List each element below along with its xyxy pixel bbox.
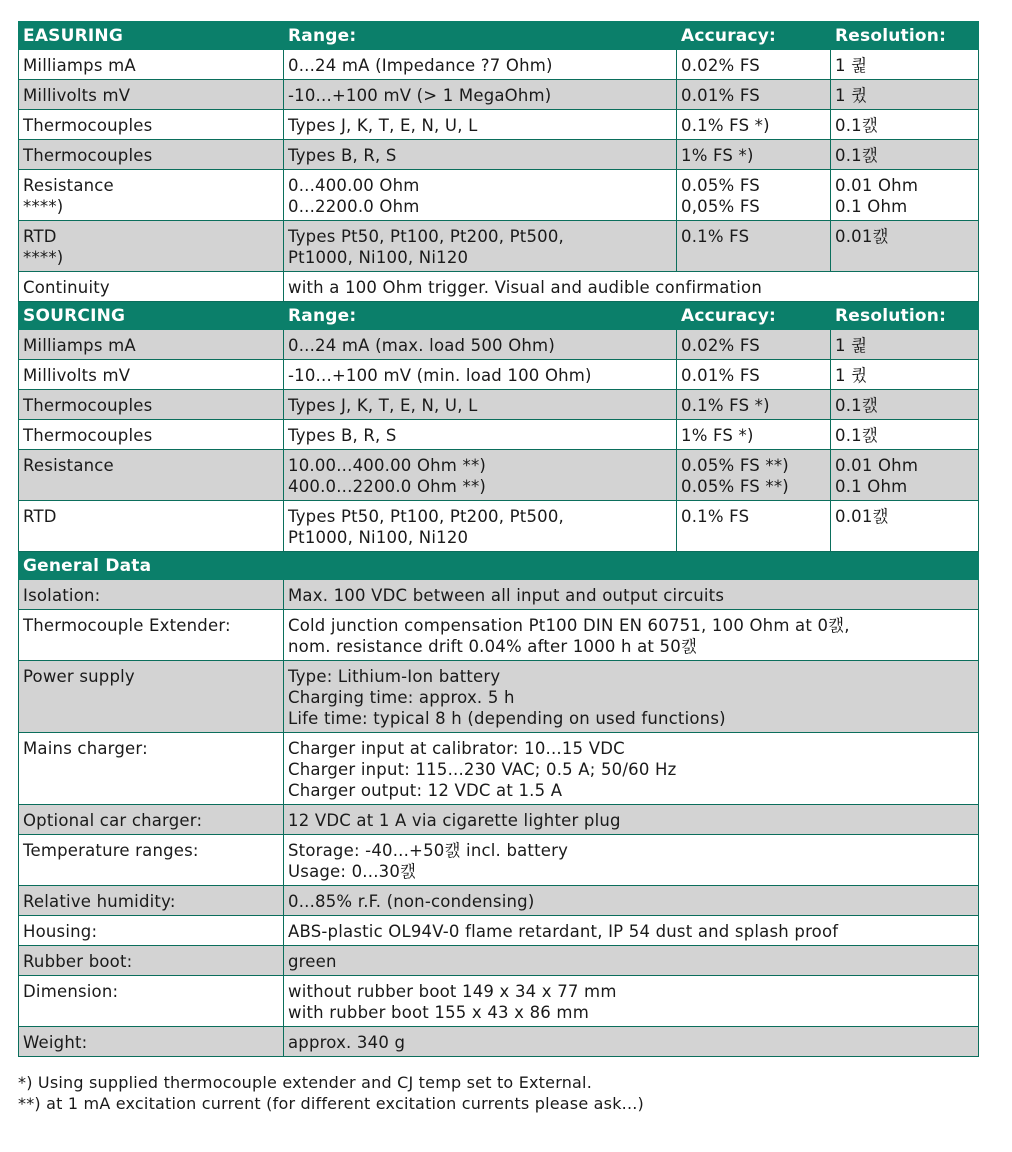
sourcing-row: [19, 450, 979, 501]
property-label-cell: Weight:: [19, 1027, 284, 1057]
footnote-2: **) at 1 mA excitation current (for different excitation currents please ask...): [18, 1094, 644, 1113]
range-cell: Types Pt50, Pt100, Pt200, Pt500, Pt1000, Ni100, Ni120: [284, 501, 677, 552]
sourcing-row: [19, 330, 979, 360]
property-label-cell: Power supply: [19, 661, 284, 733]
property-label-cell: Mains charger:: [19, 733, 284, 805]
resolution-cell: 1 큈: [831, 80, 979, 110]
general-data-row: [19, 835, 979, 886]
property-label-cell: Relative humidity:: [19, 886, 284, 916]
footnotes: [18, 1072, 644, 1114]
accuracy-cell: 0.01% FS: [677, 360, 831, 390]
accuracy-cell: 0.1% FS *): [677, 390, 831, 420]
property-value-cell: Type: Lithium-Ion battery Charging time: approx. 5 h Life time: typical 8 h (depending on used functions): [284, 661, 979, 733]
accuracy-cell: 0.02% FS: [677, 330, 831, 360]
property-label-cell: Optional car charger:: [19, 805, 284, 835]
continuity-description-cell: with a 100 Ohm trigger. Visual and audible confirmation: [284, 272, 979, 302]
general-data-row: [19, 805, 979, 835]
general-data-row: [19, 610, 979, 661]
measuring-row: [19, 110, 979, 140]
measuring-row-continuity: [19, 272, 979, 302]
spec-table: [18, 21, 979, 1057]
general-data-row: [19, 1027, 979, 1057]
sourcing-row: [19, 390, 979, 420]
measuring-row: [19, 170, 979, 221]
resolution-cell: 1 큁: [831, 50, 979, 80]
sourcing-row: [19, 420, 979, 450]
property-value-cell: Cold junction compensation Pt100 DIN EN 60751, 100 Ohm at 0캜, nom. resistance drift 0.04% after 1000 h at 50캜: [284, 610, 979, 661]
measuring-header-quantity: EASURING: [19, 22, 284, 50]
quantity-cell: Thermocouples: [19, 140, 284, 170]
range-cell: Types J, K, T, E, N, U, L: [284, 390, 677, 420]
measuring-header-resolution: Resolution:: [831, 22, 979, 50]
accuracy-cell: 0.05% FS 0,05% FS: [677, 170, 831, 221]
property-value-cell: 0...85% r.F. (non-condensing): [284, 886, 979, 916]
accuracy-cell: 0.1% FS: [677, 501, 831, 552]
footnote-1: *) Using supplied thermocouple extender and CJ temp set to External.: [18, 1073, 592, 1092]
quantity-cell: Thermocouples: [19, 420, 284, 450]
property-value-cell: Storage: -40...+50캜 incl. battery Usage: 0...30캜: [284, 835, 979, 886]
measuring-row: [19, 50, 979, 80]
general-data-row: [19, 916, 979, 946]
resolution-cell: 1 큁: [831, 330, 979, 360]
range-cell: 0...24 mA (Impedance ?7 Ohm): [284, 50, 677, 80]
resolution-cell: 0.01 Ohm 0.1 Ohm: [831, 450, 979, 501]
resolution-cell: 0.01캜: [831, 501, 979, 552]
quantity-cell: Resistance: [19, 450, 284, 501]
sourcing-header-resolution: Resolution:: [831, 302, 979, 330]
resolution-cell: 0.1캜: [831, 390, 979, 420]
range-cell: 0...24 mA (max. load 500 Ohm): [284, 330, 677, 360]
sourcing-header-row: [19, 302, 979, 330]
sourcing-header-quantity: SOURCING: [19, 302, 284, 330]
quantity-cell: Milliamps mA: [19, 330, 284, 360]
general-data-row: [19, 886, 979, 916]
property-label-cell: Rubber boot:: [19, 946, 284, 976]
accuracy-cell: 0.02% FS: [677, 50, 831, 80]
measuring-header-row: [19, 22, 979, 50]
accuracy-cell: 1% FS *): [677, 420, 831, 450]
quantity-cell: Resistance ****): [19, 170, 284, 221]
property-label-cell: Housing:: [19, 916, 284, 946]
general-data-row: [19, 976, 979, 1027]
quantity-cell: Millivolts mV: [19, 80, 284, 110]
property-label-cell: Thermocouple Extender:: [19, 610, 284, 661]
accuracy-cell: 0.1% FS: [677, 221, 831, 272]
measuring-row: [19, 80, 979, 110]
range-cell: -10...+100 mV (min. load 100 Ohm): [284, 360, 677, 390]
range-cell: 0...400.00 Ohm 0...2200.0 Ohm: [284, 170, 677, 221]
sourcing-row: [19, 360, 979, 390]
range-cell: Types B, R, S: [284, 420, 677, 450]
quantity-cell: Thermocouples: [19, 390, 284, 420]
resolution-cell: 0.1캜: [831, 140, 979, 170]
property-label-cell: Temperature ranges:: [19, 835, 284, 886]
property-value-cell: approx. 340 g: [284, 1027, 979, 1057]
general-data-header-row: [19, 552, 979, 580]
quantity-cell: Millivolts mV: [19, 360, 284, 390]
range-cell: Types B, R, S: [284, 140, 677, 170]
resolution-cell: 0.1캜: [831, 110, 979, 140]
quantity-cell: Milliamps mA: [19, 50, 284, 80]
general-data-row: [19, 661, 979, 733]
property-value-cell: 12 VDC at 1 A via cigarette lighter plug: [284, 805, 979, 835]
general-data-row: [19, 946, 979, 976]
resolution-cell: 1 큈: [831, 360, 979, 390]
quantity-cell: Thermocouples: [19, 110, 284, 140]
range-cell: 10.00...400.00 Ohm **) 400.0...2200.0 Ohm **): [284, 450, 677, 501]
sourcing-row: [19, 501, 979, 552]
resolution-cell: 0.1캜: [831, 420, 979, 450]
accuracy-cell: 0.05% FS **) 0.05% FS **): [677, 450, 831, 501]
accuracy-cell: 1% FS *): [677, 140, 831, 170]
general-data-header: General Data: [19, 552, 979, 580]
measuring-header-accuracy: Accuracy:: [677, 22, 831, 50]
property-label-cell: Isolation:: [19, 580, 284, 610]
measuring-header-range: Range:: [284, 22, 677, 50]
sourcing-header-accuracy: Accuracy:: [677, 302, 831, 330]
property-label-cell: Dimension:: [19, 976, 284, 1027]
property-value-cell: Charger input at calibrator: 10...15 VDC Charger input: 115...230 VAC; 0.5 A; 50/60 Hz Charger output: 12 VDC at 1.5 A: [284, 733, 979, 805]
property-value-cell: without rubber boot 149 x 34 x 77 mm with rubber boot 155 x 43 x 86 mm: [284, 976, 979, 1027]
quantity-cell: RTD ****): [19, 221, 284, 272]
general-data-row: [19, 580, 979, 610]
property-value-cell: ABS-plastic OL94V-0 flame retardant, IP 54 dust and splash proof: [284, 916, 979, 946]
quantity-cell: RTD: [19, 501, 284, 552]
property-value-cell: Max. 100 VDC between all input and output circuits: [284, 580, 979, 610]
measuring-row: [19, 221, 979, 272]
accuracy-cell: 0.01% FS: [677, 80, 831, 110]
range-cell: Types Pt50, Pt100, Pt200, Pt500, Pt1000, Ni100, Ni120: [284, 221, 677, 272]
range-cell: -10...+100 mV (> 1 MegaOhm): [284, 80, 677, 110]
range-cell: Types J, K, T, E, N, U, L: [284, 110, 677, 140]
accuracy-cell: 0.1% FS *): [677, 110, 831, 140]
measuring-row: [19, 140, 979, 170]
general-data-row: [19, 733, 979, 805]
property-value-cell: green: [284, 946, 979, 976]
quantity-cell: Continuity: [19, 272, 284, 302]
resolution-cell: 0.01캜: [831, 221, 979, 272]
resolution-cell: 0.01 Ohm 0.1 Ohm: [831, 170, 979, 221]
sourcing-header-range: Range:: [284, 302, 677, 330]
